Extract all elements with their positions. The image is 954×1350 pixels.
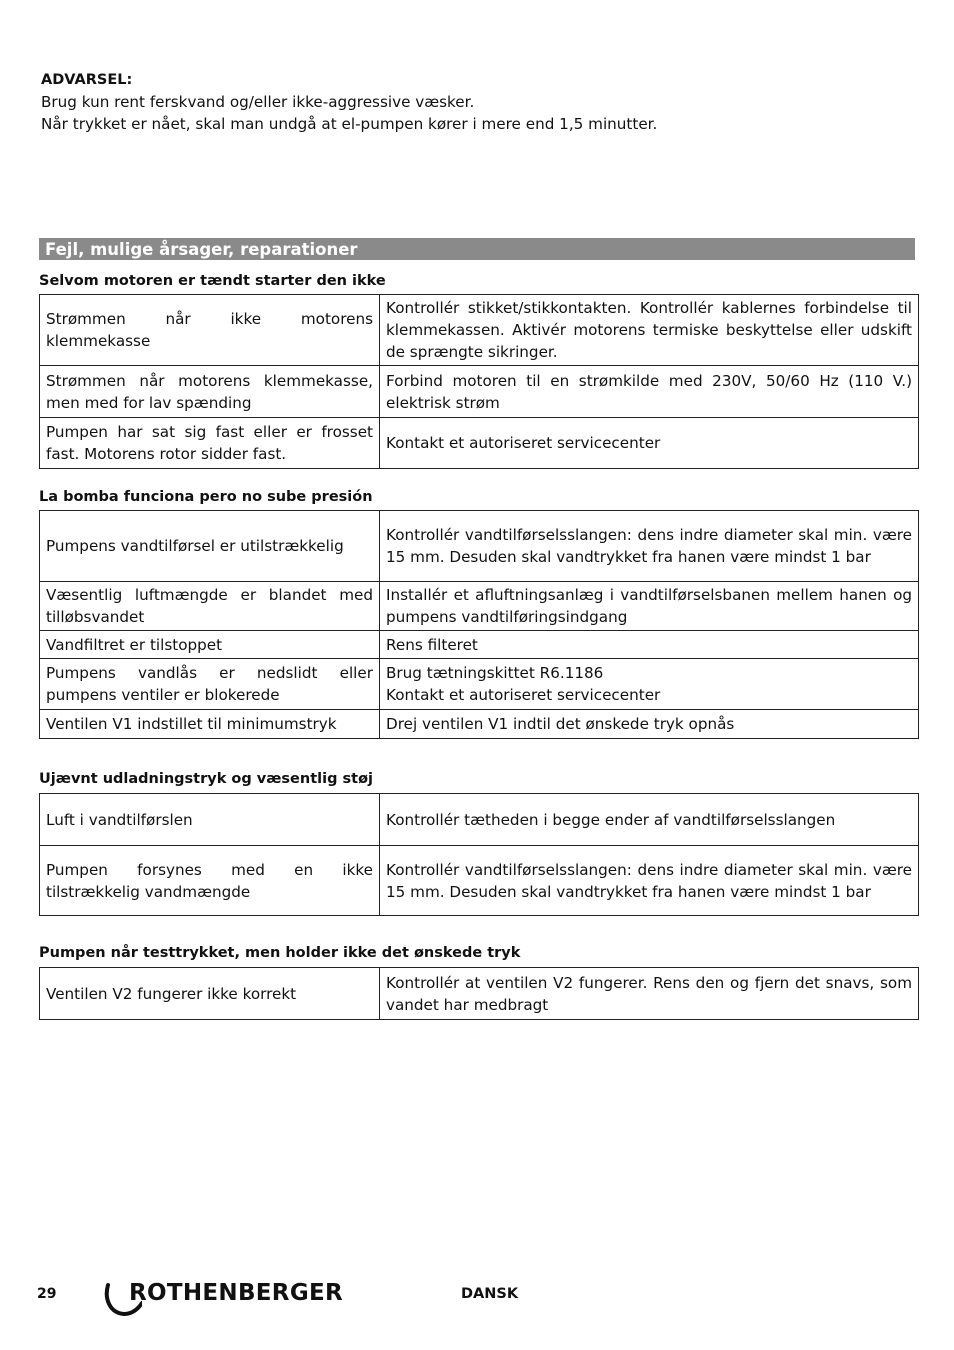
table-row	[40, 582, 919, 631]
table-row	[40, 710, 919, 739]
table-row	[40, 846, 919, 916]
cause-cell: Pumpens vandtilførsel er utilstrækkelig	[40, 511, 380, 582]
remedy-cell: Kontakt et autoriseret servicecenter	[380, 418, 919, 469]
cause-cell: Væsentlig luftmængde er blandet med tilløbsvandet	[40, 582, 380, 631]
page-number: 29	[37, 1286, 57, 1302]
remedy-cell: Kontrollér stikket/stikkontakten. Kontrollér kablernes forbindelse til klemmekassen. Aktivér motorens termiske beskyttelse eller udskift de sprængte sikringer.	[380, 295, 919, 366]
warning-block	[41, 69, 921, 135]
remedy-cell: Kontrollér vandtilførselsslangen: dens indre diameter skal min. være 15 mm. Desuden skal vandtrykket fra hanen være mindst 1 bar	[380, 511, 919, 582]
table-row	[40, 968, 919, 1020]
section-title-uneven-pressure: Ujævnt udladningstryk og væsentlig støj	[39, 771, 373, 787]
table-row	[40, 366, 919, 418]
troubleshooting-table-3	[39, 793, 919, 916]
remedy-cell: Rens filteret	[380, 631, 919, 659]
table-row	[40, 418, 919, 469]
troubleshooting-table-2	[39, 510, 919, 739]
language-label: DANSK	[461, 1286, 519, 1302]
table-row	[40, 295, 919, 366]
table-row	[40, 659, 919, 710]
troubleshooting-table-4	[39, 967, 919, 1020]
remedy-cell: Drej ventilen V1 indtil det ønskede tryk opnås	[380, 710, 919, 739]
cause-cell: Ventilen V1 indstillet til minimumstryk	[40, 710, 380, 739]
remedy-cell: Kontrollér vandtilførselsslangen: dens indre diameter skal min. være 15 mm. Desuden skal vandtrykket fra hanen være mindst 1 bar	[380, 846, 919, 916]
remedy-cell: Forbind motoren til en strømkilde med 230V, 50/60 Hz (110 V.) elektrisk strøm	[380, 366, 919, 418]
remedy-cell: Kontrollér tætheden i begge ender af vandtilførselsslangen	[380, 794, 919, 846]
cause-cell: Pumpens vandlås er nedslidt eller pumpens ventiler er blokerede	[40, 659, 380, 710]
section-title-motor-not-starting: Selvom motoren er tændt starter den ikke	[39, 273, 386, 289]
remedy-cell: Installér et afluftningsanlæg i vandtilførselsbanen mellem hanen og pumpens vandtilføringsindgang	[380, 582, 919, 631]
table-row	[40, 631, 919, 659]
cause-cell: Luft i vandtilførslen	[40, 794, 380, 846]
remedy-line: Kontakt et autoriseret servicecenter	[386, 686, 661, 704]
cause-cell: Vandfiltret er tilstoppet	[40, 631, 380, 659]
brand-logo	[102, 1279, 347, 1319]
cause-cell: Ventilen V2 fungerer ikke korrekt	[40, 968, 380, 1020]
remedy-cell	[380, 659, 919, 710]
brand-name: ROTHENBERGER	[129, 1280, 344, 1306]
warning-line-1: Brug kun rent ferskvand og/eller ikke-aggressive væsker.	[41, 93, 475, 111]
table-row	[40, 511, 919, 582]
section-title-pressure-not-held: Pumpen når testtrykket, men holder ikke det ønskede tryk	[39, 945, 521, 961]
warning-line-2: Når trykket er nået, skal man undgå at el-pumpen kører i mere end 1,5 minutter.	[41, 115, 658, 133]
remedy-line: Brug tætningskittet R6.1186	[386, 664, 604, 682]
cause-cell: Strømmen når motorens klemmekasse, men med for lav spænding	[40, 366, 380, 418]
troubleshooting-table-1	[39, 294, 919, 469]
remedy-cell: Kontrollér at ventilen V2 fungerer. Rens den og fjern det snavs, som vandet har medbragt	[380, 968, 919, 1020]
cause-cell: Strømmen når ikke motorens klemmekasse	[40, 295, 380, 366]
cause-cell: Pumpen har sat sig fast eller er frosset fast. Motorens rotor sidder fast.	[40, 418, 380, 469]
cause-cell: Pumpen forsynes med en ikke tilstrækkelig vandmængde	[40, 846, 380, 916]
table-row	[40, 794, 919, 846]
section-heading-band: Fejl, mulige årsager, reparationer	[39, 238, 915, 260]
warning-title: ADVARSEL:	[41, 72, 133, 88]
section-title-no-pressure: La bomba funciona pero no sube presión	[39, 489, 373, 505]
